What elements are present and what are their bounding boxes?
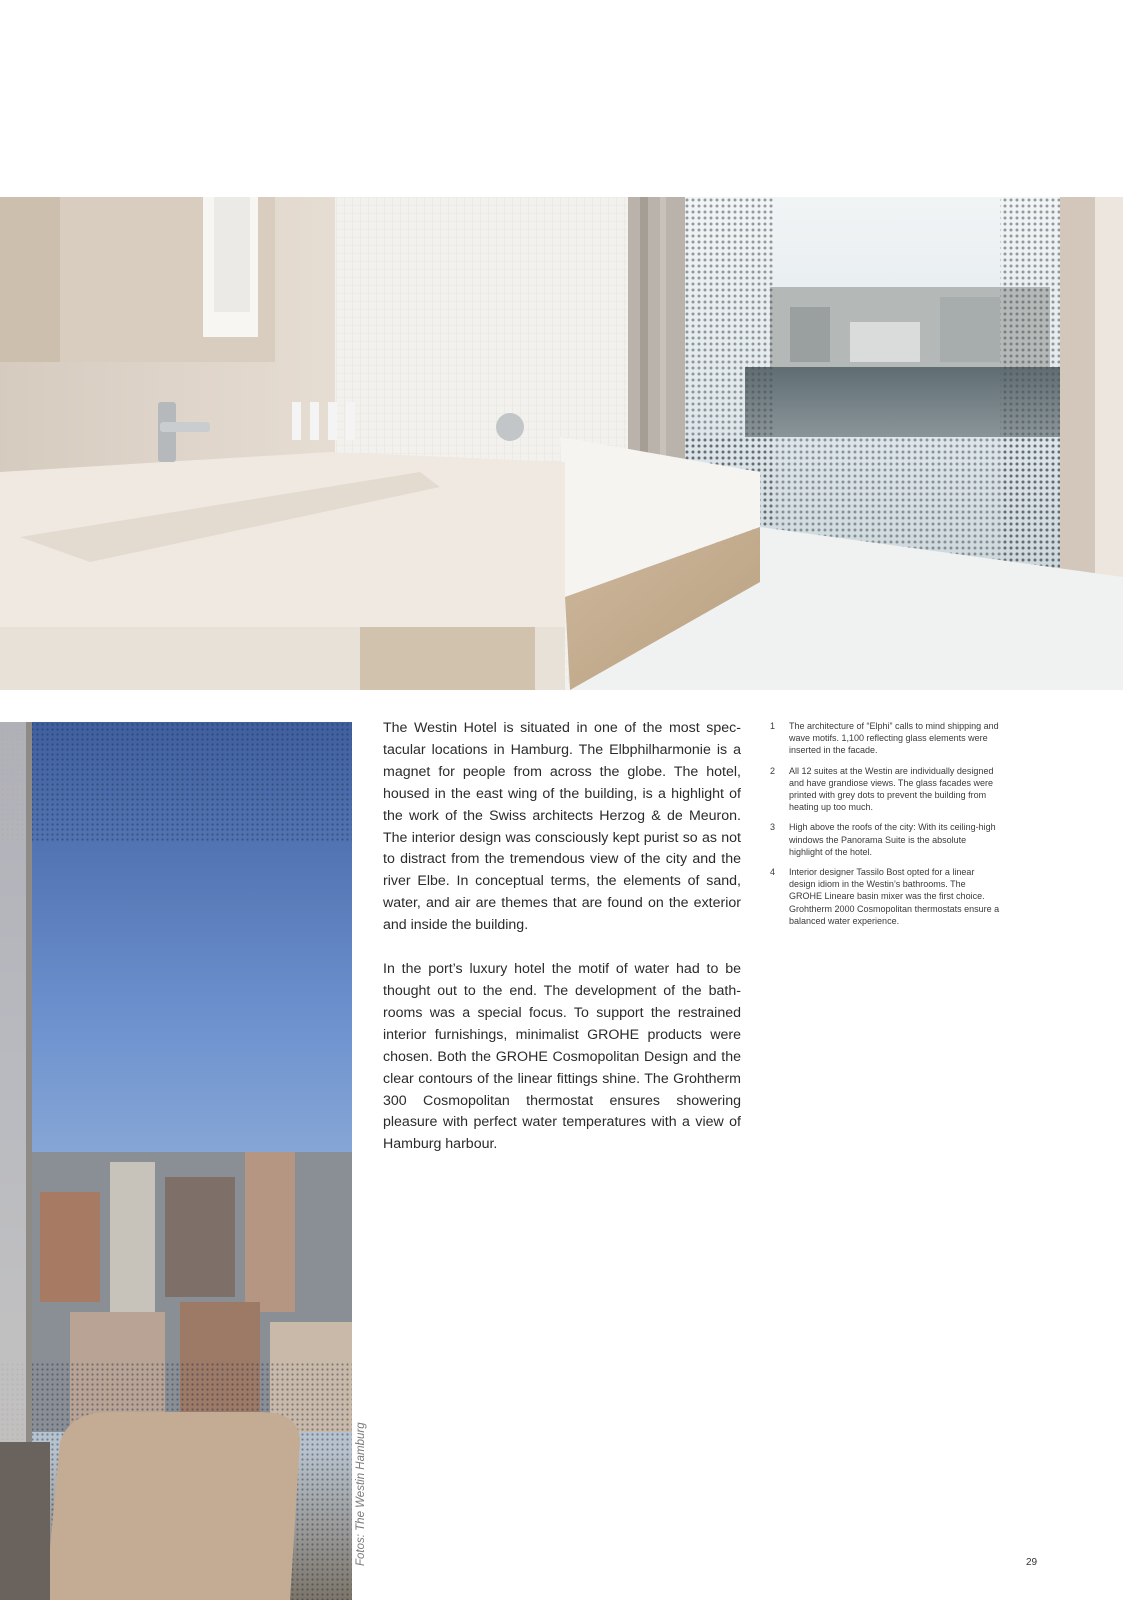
caption-item (770, 821, 1000, 858)
caption-text: High above the roofs of the city: With its ceiling-high windows the Panorama Suite is the absolute highlight of the hotel. (789, 822, 996, 857)
paragraph: The Westin Hotel is situated in one of the most spectacular locations in Hamburg. The Elbphilharmonie is a magnet for people from across the globe. The hotel, housed in the east wing of the building, is a highlight of the work of the Swiss architects Herzog & de Meuron. The interior design was consciously kept purist so as not to distract from the tremendous view of the city and the river Elbe. In conceptual terms, the elements of sand, water, and air are themes that are found on the exterior and inside the building. (383, 720, 741, 934)
caption-item (770, 720, 1000, 757)
paragraph: In the port’s luxury hotel the motif of water had to be thought out to the end. The development of the bathrooms was a special focus. To support the restrained interior furnishings, minimalist GROHE products were chosen. Both the GROHE Cosmopolitan Design and the clear contours of the linear fittings shine. The Grohtherm 300 Cosmopolitan thermostat ensures showering pleasure with perfect water temperatures with a view of Hamburg harbour. (383, 961, 741, 1153)
page-number: 29 (1026, 1557, 1038, 1568)
caption-text: The architecture of “Elphi” calls to mind shipping and wave motifs. 1,100 reflecting glass elements were inserted in the facade. (789, 721, 999, 756)
caption-text: Interior designer Tassilo Bost opted for a linear design idiom in the Westin’s bathrooms. The GROHE Lineare basin mixer was the first choice. Grohtherm 2000 Cosmopolitan thermostats ensure a balanced water experience. (789, 867, 1000, 926)
article-body (383, 718, 741, 1156)
caption-text: All 12 suites at the Westin are individually designed and have grandiose views. The glass facades were printed with grey dots to prevent the building from heating up too much. (789, 765, 994, 813)
caption-number: 3 (770, 822, 776, 833)
caption-number: 4 (770, 867, 776, 878)
caption-item (770, 866, 1000, 927)
caption-number: 1 (770, 721, 776, 731)
skyline-photo (0, 722, 352, 1600)
caption-number: 2 (770, 765, 776, 776)
photo-credit: Fotos: The Westin Hamburg (355, 1422, 367, 1566)
caption-item (770, 765, 1000, 814)
bathroom-photo (0, 197, 1123, 690)
caption-list (770, 720, 1000, 935)
